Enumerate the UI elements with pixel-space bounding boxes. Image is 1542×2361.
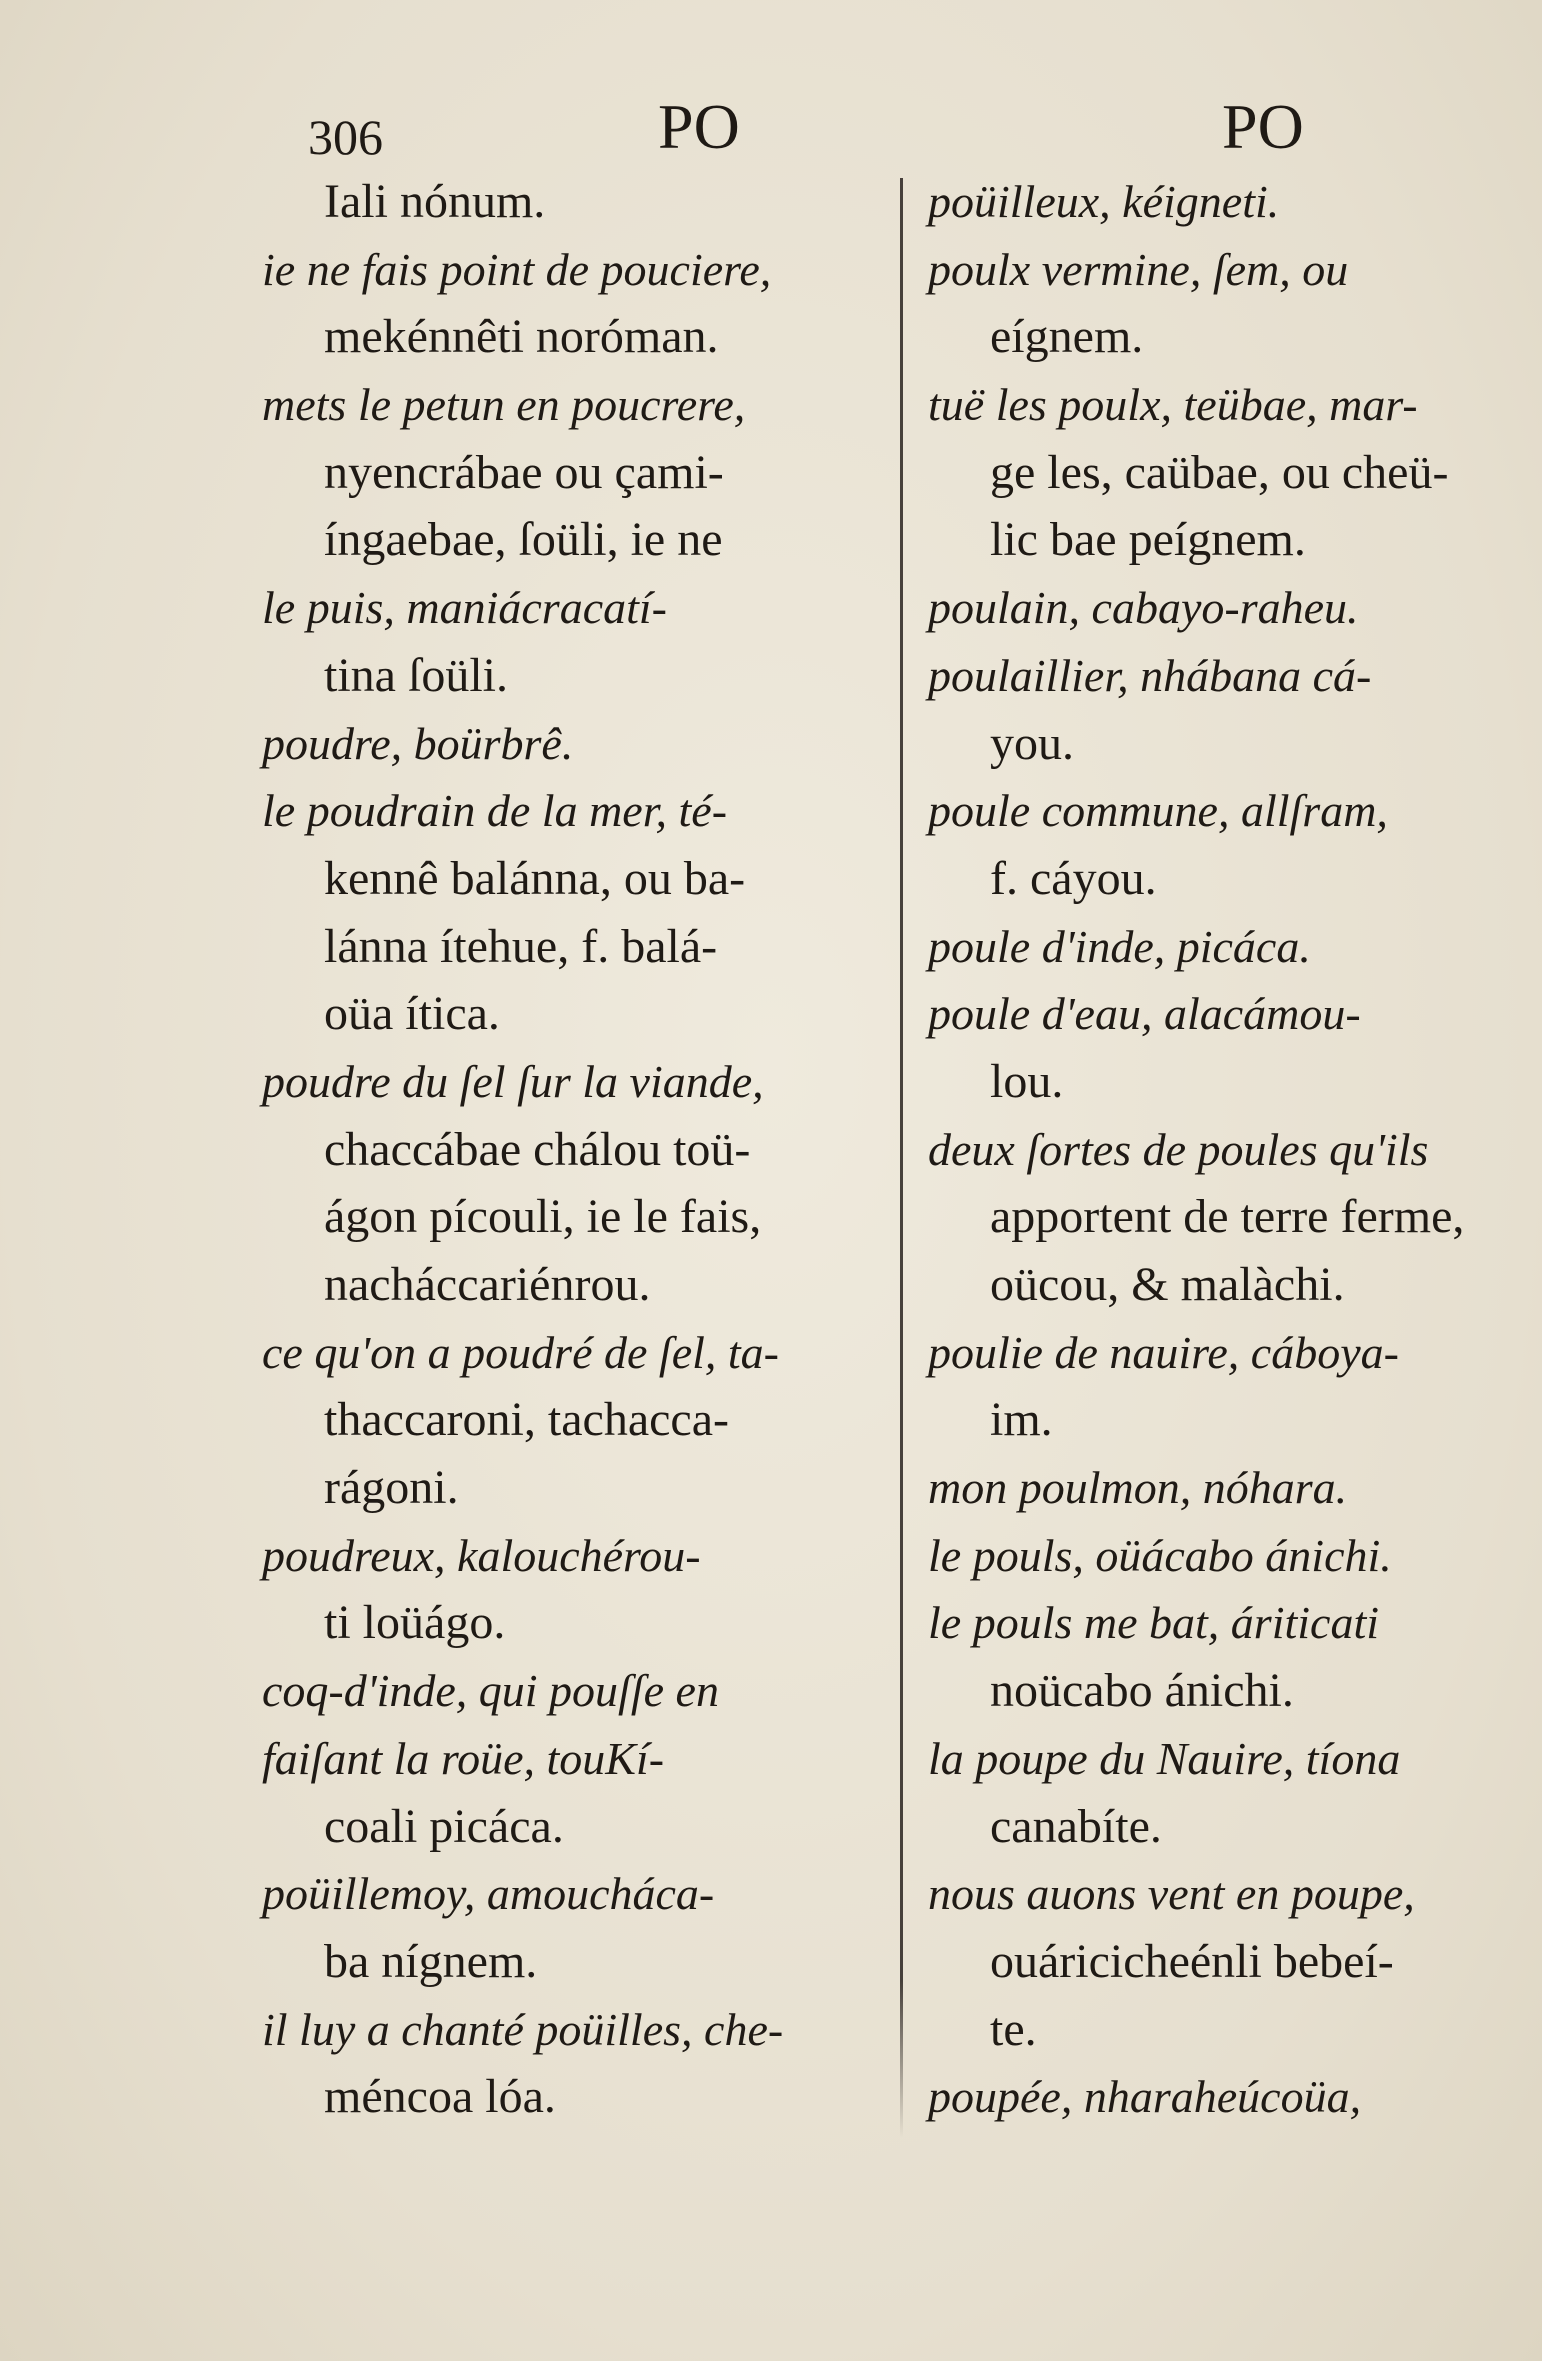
- entry-line: nous auons vent en poupe,: [928, 1868, 1415, 1920]
- entry-line: oüa ítica.: [324, 987, 500, 1041]
- entry-line: ie ne fais point de pouciere,: [262, 243, 772, 295]
- entry-line: canabíte.: [990, 1799, 1162, 1853]
- entry-line: apportent de terre ferme,: [990, 1190, 1465, 1244]
- entry-line: lou.: [990, 1054, 1064, 1108]
- entry-line: ge les, caübae, ou cheü-: [990, 445, 1449, 499]
- entry-line: le pouls me bat, áriticati: [928, 1597, 1380, 1649]
- entry-line: coq-d'inde, qui pouſſe en: [262, 1665, 719, 1717]
- entry-line: faiſant la roüe, touKí-: [262, 1732, 665, 1784]
- entry-line: tuë les poulx, teübae, mar-: [928, 379, 1418, 431]
- entry-line: poule d'inde, picáca.: [928, 920, 1311, 972]
- entry-line: ce qu'on a poudré de ſel, ta-: [262, 1326, 779, 1378]
- entry-line: íngaebae, ſoüli, ie ne: [324, 513, 723, 567]
- entry-line: mets le petun en poucrere,: [262, 379, 746, 431]
- entry-line: poule commune, allſram,: [928, 785, 1388, 837]
- entry-line: you.: [990, 716, 1074, 770]
- entry-line: poudre du ſel ſur la viande,: [262, 1055, 764, 1107]
- entry-line: nacháccariénrou.: [324, 1258, 651, 1311]
- entry-line: poudreux, kalouchérou-: [262, 1529, 701, 1581]
- entry-line: tina ſoüli.: [324, 648, 508, 702]
- entry-line: nyencrábae ou çami-: [324, 445, 724, 499]
- entry-line: méncoa lóa.: [324, 2070, 556, 2124]
- entry-line: poule d'eau, alacámou-: [928, 988, 1361, 1040]
- entry-line: le puis, maniácracatí-: [262, 582, 667, 634]
- entry-line: mekénnêti noróman.: [324, 310, 719, 364]
- entry-line: mon poulmon, nóhara.: [928, 1462, 1348, 1514]
- entry-line: ágon pícouli, ie le fais,: [324, 1190, 762, 1244]
- left-column: [262, 168, 892, 2131]
- entry-line: poüilleux, kéigneti.: [928, 176, 1280, 227]
- entry-line: poulie de nauire, cáboya-: [928, 1326, 1399, 1378]
- entry-line: ba nígnem.: [324, 1934, 538, 1988]
- entry-line: oücou, & malàchi.: [990, 1258, 1345, 1311]
- entry-line: lánna ítehue, f. balá-: [324, 919, 718, 973]
- entry-line: coali picáca.: [324, 1799, 564, 1853]
- entry-line: im.: [990, 1393, 1053, 1447]
- entry-line: ouáricicheénli bebeí-: [990, 1934, 1394, 1988]
- entry-line: poüillemoy, amoucháca-: [262, 1868, 715, 1920]
- entry-line: noücabo ánichi.: [990, 1664, 1294, 1718]
- entry-line: f. cáyou.: [990, 851, 1157, 905]
- entry-line: te.: [990, 2002, 1037, 2056]
- entry-line: eígnem.: [990, 310, 1144, 364]
- running-head-right: PO: [1222, 91, 1304, 162]
- entry-line: ti loüágo.: [324, 1596, 506, 1650]
- entry-line: poupée, nharaheúcoüa,: [928, 2071, 1362, 2123]
- entry-line: lic bae peígnem.: [990, 513, 1306, 567]
- entry-line: poulain, cabayo-raheu.: [928, 582, 1359, 634]
- right-column: [900, 168, 1520, 2131]
- entry-line: le poudrain de la mer, té-: [262, 785, 728, 837]
- entry-line: il luy a chanté poüilles, che-: [262, 2003, 784, 2055]
- entry-line: deux ſortes de poules qu'ils: [928, 1123, 1429, 1175]
- page-number: 306: [308, 109, 383, 165]
- entry-line: rágoni.: [324, 1461, 459, 1515]
- entry-line: chaccábae chálou toü-: [324, 1122, 751, 1176]
- entry-line: thaccaroni, tachacca-: [324, 1393, 730, 1447]
- entry-line: la poupe du Nauire, tíona: [928, 1732, 1401, 1784]
- entry-line: poudre, boürbrê.: [262, 717, 574, 769]
- entry-line: poulx vermine, ſem, ou: [928, 243, 1349, 295]
- entry-line: poulaillier, nhábana cá-: [928, 649, 1372, 701]
- entry-line: kennê balánna, ou ba-: [324, 851, 746, 905]
- entry-line: Iali nónum.: [324, 175, 546, 228]
- running-head-left: PO: [658, 91, 740, 162]
- entry-line: le pouls, oüácabo ánichi.: [928, 1529, 1392, 1581]
